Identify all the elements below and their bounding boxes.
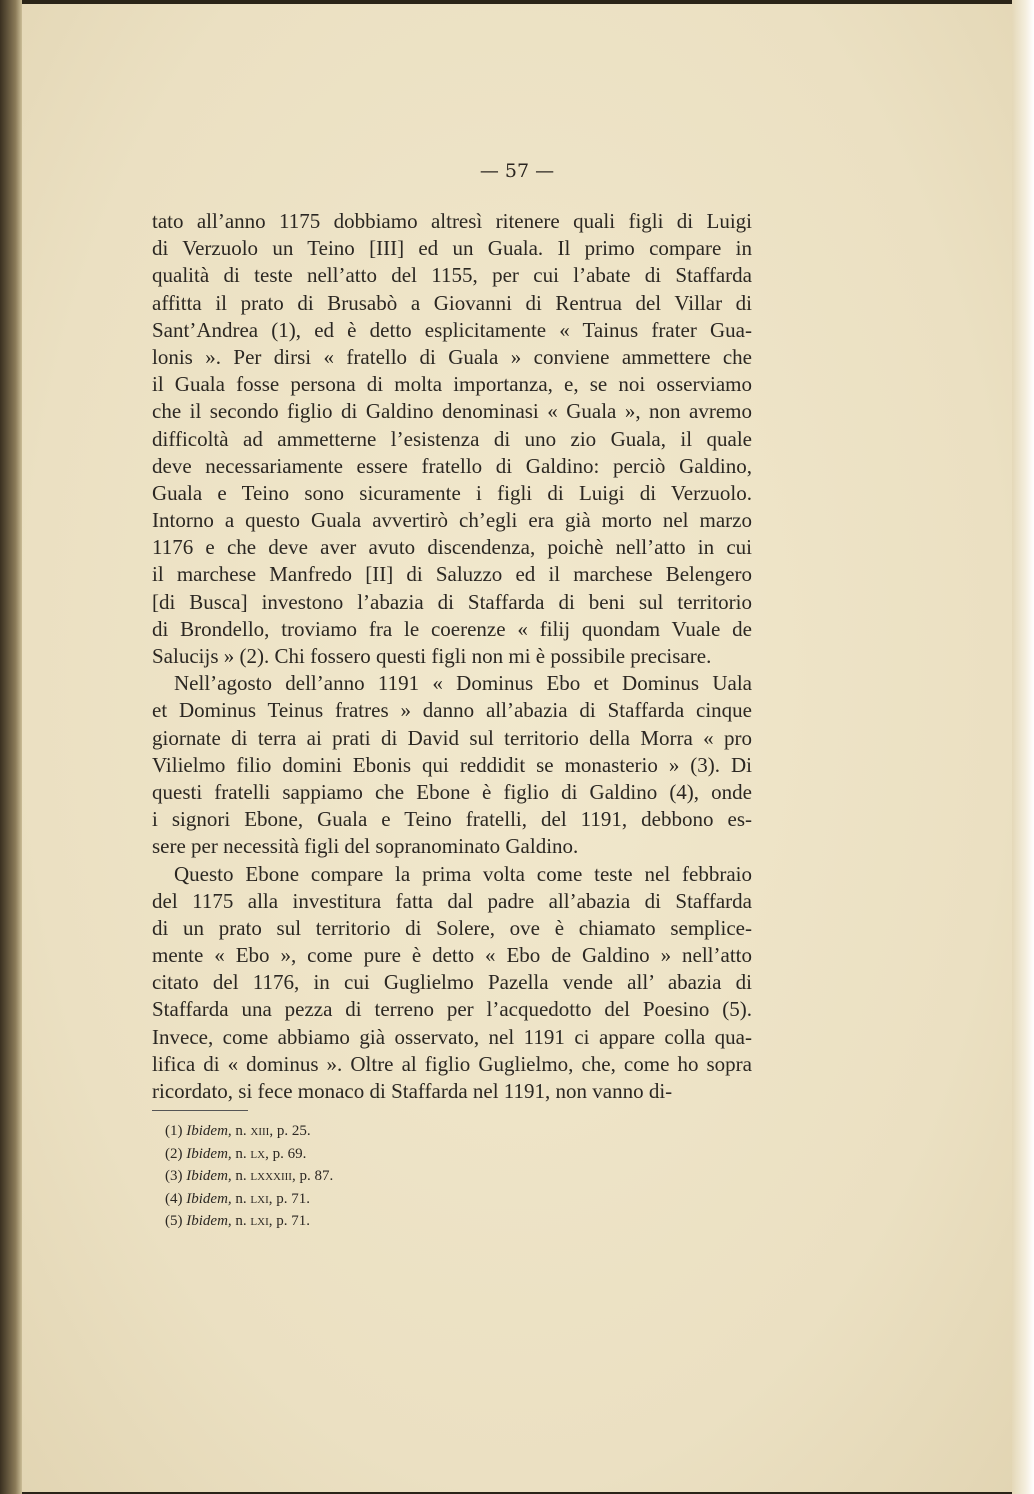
text-line: il marchese Manfredo [II] di Saluzzo ed il marchese Belengero (152, 562, 752, 587)
footnote-ref: Ibidem, (186, 1145, 232, 1162)
footnote-num: (4) (165, 1190, 183, 1207)
text-line: Nell’agosto dell’anno 1191 « Dominus Ebo et Dominus Uala (174, 671, 752, 696)
text-line: i signori Ebone, Guala e Teino fratelli, del 1191, debbono es- (152, 807, 752, 832)
footnote: (2) Ibidem, n. lx, p. 69. (165, 1145, 307, 1162)
footnote-page: p. 87. (299, 1168, 334, 1184)
footnote-page: p. 71. (276, 1190, 310, 1207)
body-text (152, 208, 752, 1105)
text-line: Vilielmo filio domini Ebonis qui reddidit se monasterio » (3). Di (152, 752, 752, 777)
footnote-n: n. (235, 1168, 247, 1184)
footnote-num: (1) (165, 1123, 183, 1139)
text-line: giornate di terra ai prati di David sul territorio della Morra « pro (152, 725, 752, 750)
text-line: mente « Ebo », come pure è detto « Ebo de Galdino » nell’atto (152, 943, 752, 968)
footnote-ref: Ibidem, (186, 1168, 232, 1184)
footnote-n: n. (235, 1145, 247, 1162)
text-line: di Verzuolo un Teino [III] ed un Guala. Il primo compare in (152, 236, 752, 261)
text-line: sere per necessità figli del sopranominato Galdino. (152, 834, 579, 859)
footnote-separator (152, 1110, 248, 1111)
text-line: Staffarda una pezza di terreno per l’acquedotto del Poesino (5). (152, 997, 752, 1022)
footnote-num: (5) (165, 1213, 183, 1229)
text-line: del 1175 alla investitura fatta dal padre all’abazia di Staffarda (152, 888, 752, 913)
footnote-ref: Ibidem, (186, 1190, 232, 1207)
footnote: (1) Ibidem, n. xiii, p. 25. (165, 1123, 311, 1139)
text-line: difficoltà ad ammetterne l’esistenza di uno zio Guala, il quale (152, 426, 752, 451)
footnote-page: p. 69. (272, 1145, 307, 1162)
footnotes (165, 1120, 333, 1233)
footnote-num: (3) (165, 1168, 183, 1184)
text-line: ricordato, si fece monaco di Staffarda nel 1191, non vanno di- (152, 1079, 673, 1103)
text-line: [di Busca] investono l’abazia di Staffarda di beni sul territorio (152, 589, 752, 614)
footnote-page: p. 25. (276, 1123, 311, 1139)
text-line: Salucijs » (2). Chi fossero questi figli non mi è possibile precisare. (152, 644, 712, 668)
footnote-num: (2) (165, 1145, 183, 1162)
text-line: Sant’Andrea (1), ed è detto esplicitamente « Tainus frater Gua- (152, 317, 752, 342)
text-line: lifica di « dominus ». Oltre al figlio Guglielmo, che, come ho sopra (152, 1051, 752, 1076)
footnote-n: n. (235, 1190, 247, 1207)
text-line: Guala e Teino sono sicuramente i figli di Luigi di Verzuolo. (152, 480, 752, 505)
text-line: Invece, come abbiamo già osservato, nel 1191 ci appare colla qua- (152, 1024, 752, 1049)
text-line: deve necessariamente essere fratello di Galdino: perciò Galdino, (152, 453, 752, 478)
text-line: 1176 e che deve aver avuto discendenza, poichè nell’atto in cui (152, 535, 752, 560)
text-line: di Brondello, troviamo fra le coerenze « filij quondam Vuale de (152, 616, 752, 641)
footnote-page: p. 71. (276, 1213, 310, 1229)
text-line: questi fratelli sappiamo che Ebone è figlio di Galdino (4), onde (152, 779, 752, 804)
text-line: il Guala fosse persona di molta importanza, e, se noi osserviamo (152, 372, 752, 397)
footnote-roman: lxi (250, 1213, 269, 1229)
footnote-roman: lx (250, 1145, 266, 1162)
text-line: affitta il prato di Brusabò a Giovanni di Rentrua del Villar di (152, 290, 752, 315)
text-line: et Dominus Teinus fratres » danno all’abazia di Staffarda cinque (152, 698, 752, 723)
page-number: — 57 — (479, 160, 555, 182)
text-line: citato del 1176, in cui Guglielmo Pazella vende all’ abazia di (152, 970, 752, 995)
text-line: Intorno a questo Guala avvertirò ch’egli era già morto nel marzo (152, 508, 752, 533)
text-line: qualità di teste nell’atto del 1155, per cui l’abate di Staffarda (152, 263, 752, 288)
text-line: tato all’anno 1175 dobbiamo altresì ritenere quali figli di Luigi (152, 209, 752, 233)
footnote-roman: lxxxiii (250, 1168, 292, 1184)
footnote: (5) Ibidem, n. lxi, p. 71. (165, 1213, 310, 1229)
footnote: (3) Ibidem, n. lxxxiii, p. 87. (165, 1168, 334, 1184)
text-line: Questo Ebone compare la prima volta come teste nel febbraio (174, 861, 752, 886)
footnote: (4) Ibidem, n. lxi, p. 71. (165, 1190, 310, 1207)
footnote-roman: xiii (250, 1123, 270, 1139)
footnote-ref: Ibidem, (186, 1123, 232, 1139)
text-line: che il secondo figlio di Galdino denominasi « Guala », non avremo (152, 399, 752, 424)
text-line: lonis ». Per dirsi « fratello di Guala » conviene ammettere che (152, 344, 752, 369)
footnote-n: n. (235, 1213, 247, 1229)
page-right-edge (1012, 0, 1034, 1494)
footnote-roman: lxi (250, 1190, 269, 1207)
text-line: di un prato sul territorio di Solere, ove è chiamato semplice- (152, 915, 752, 940)
book-gutter-edge (0, 0, 22, 1494)
footnote-ref: Ibidem, (186, 1213, 232, 1229)
footnote-n: n. (235, 1123, 247, 1139)
